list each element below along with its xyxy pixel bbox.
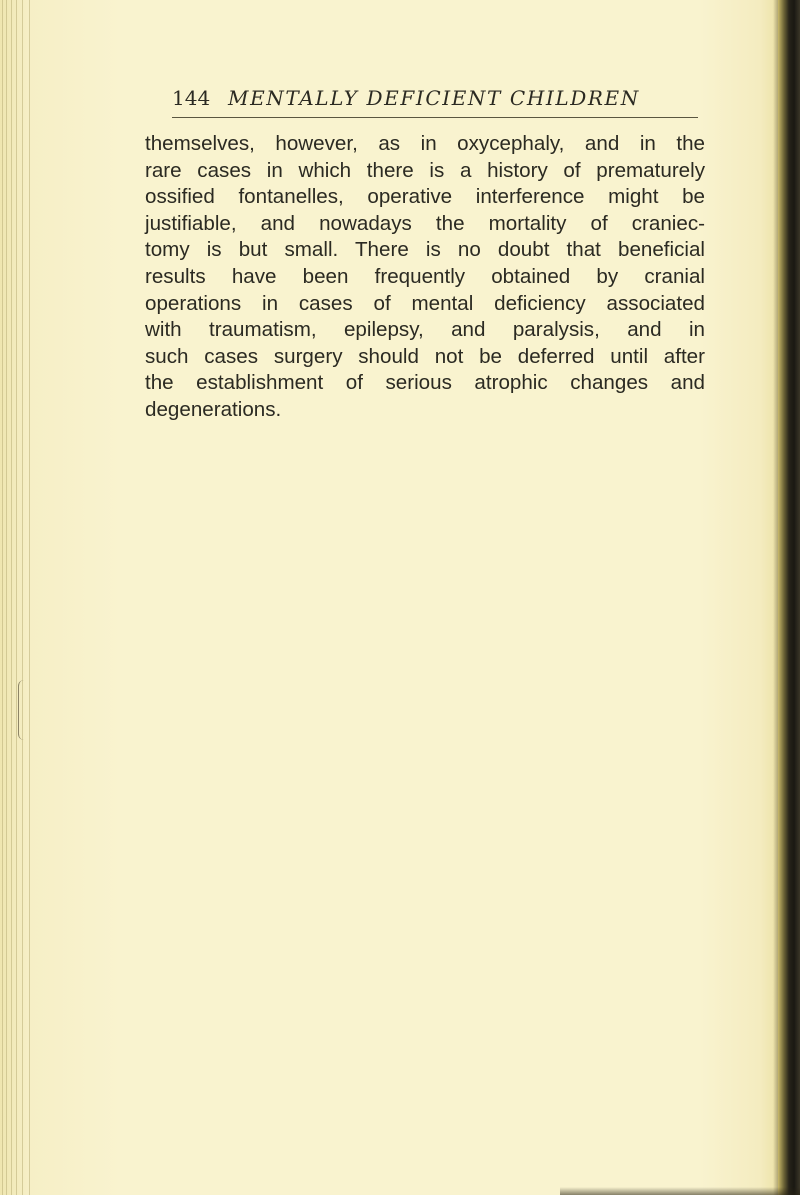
text-line: rare cases in which there is a history of prematurely bbox=[145, 158, 705, 182]
running-title: MENTALLY DEFICIENT CHILDREN bbox=[228, 86, 640, 110]
text-line: justifiable, and nowadays the mortality of craniec- bbox=[145, 211, 705, 235]
text-line: degenerations. bbox=[145, 397, 282, 421]
text-line: tomy is but small. There is no doubt that beneficial bbox=[145, 238, 705, 262]
page-number: 144 bbox=[172, 86, 211, 110]
body-paragraph bbox=[145, 131, 705, 424]
text-line: the establishment of serious atrophic changes and bbox=[145, 371, 705, 395]
binding-edge bbox=[0, 0, 40, 1195]
text-line: operations in cases of mental deficiency associated bbox=[145, 291, 705, 315]
book-spine-shadow bbox=[778, 0, 800, 1195]
text-line: such cases surgery should not be deferred until after bbox=[145, 344, 705, 368]
text-line: ossified fontanelles, operative interference might be bbox=[145, 185, 705, 209]
header-rule bbox=[172, 117, 698, 118]
text-line: results have been frequently obtained by cranial bbox=[145, 264, 705, 288]
bottom-edge-shadow bbox=[560, 1187, 800, 1195]
text-line: themselves, however, as in oxycephaly, and in the bbox=[145, 132, 705, 155]
text-line: with traumatism, epilepsy, and paralysis, and in bbox=[145, 318, 705, 342]
running-head bbox=[172, 86, 702, 116]
